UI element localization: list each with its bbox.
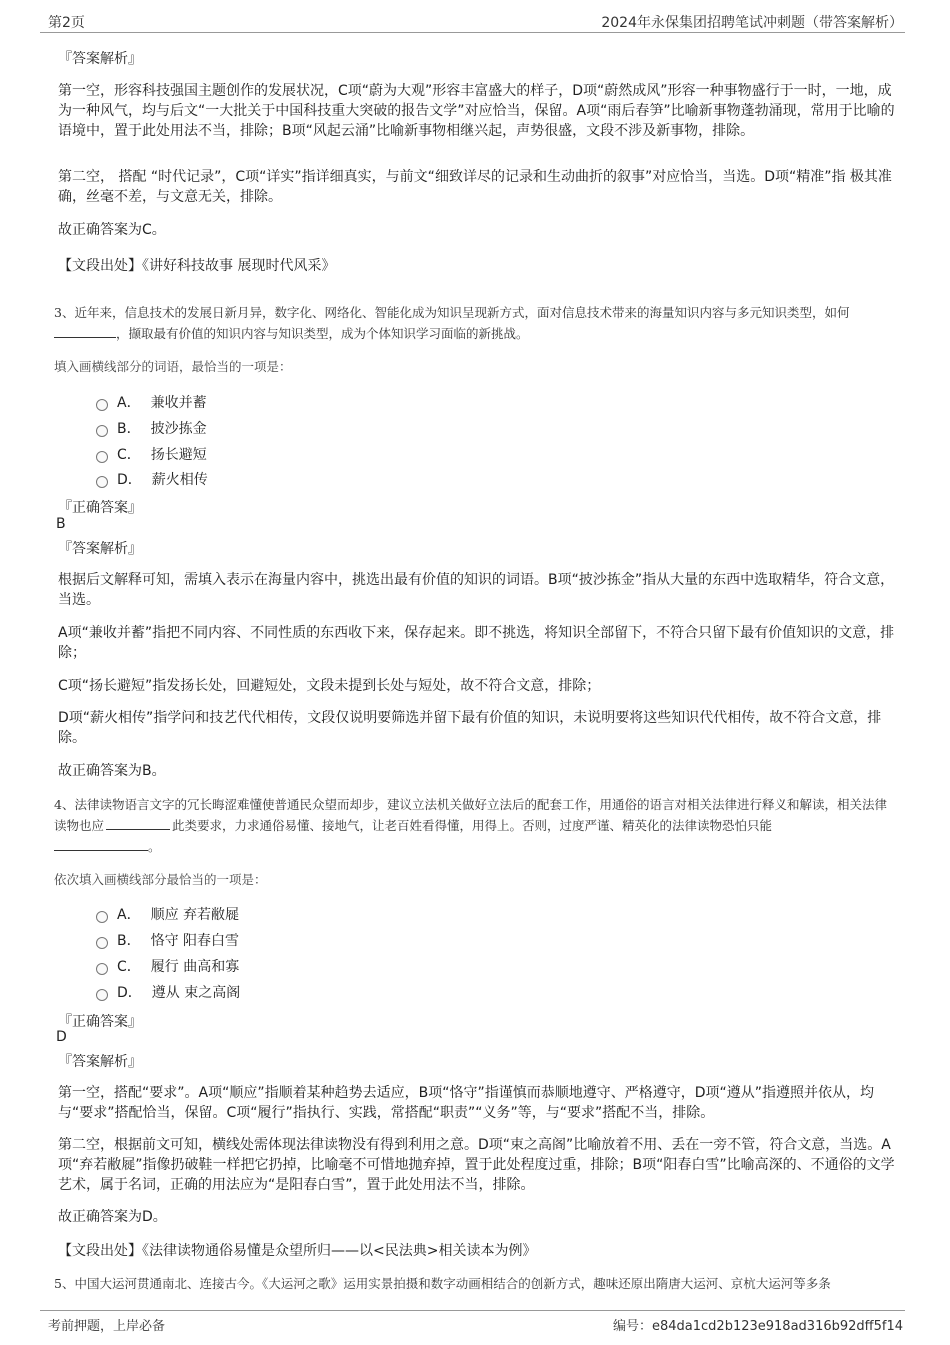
radio-button[interactable] xyxy=(96,963,108,975)
analysis-heading: 『答案解析』 xyxy=(58,51,142,67)
analysis-heading: 『答案解析』 xyxy=(58,541,142,557)
question-3-stem: 3、近年来，信息技术的发展日新月异，数字化、网络化、智能化成为知识呈现新方式，面对信息技术带来的海量知识内容与多元知识类型，如何，撷取最有价值的知识内容与知识类型，成为个体知识学习面临的新挑战。 xyxy=(54,305,850,341)
correct-answer: B xyxy=(56,516,66,532)
option-a[interactable]: A． 顺应 弃若敝屣 xyxy=(96,904,239,924)
option-a[interactable]: A． 兼收并蓄 xyxy=(96,392,207,412)
document-title: 2024年永保集团招聘笔试冲刺题（带答案解析） xyxy=(601,15,903,31)
question-4-prompt: 依次填入画横线部分最恰当的一项是： xyxy=(54,872,267,887)
question-4-stem: 4、法律读物语言文字的冗长晦涩难懂使普通民众望而却步，建议立法机关做好立法后的配套工作，用通俗的语言对相关法律进行释义和解读，相关法律读物也应 此类要求，力求通俗易懂、接地气，让老百姓看得懂，用得上。否则，过度严谨、精英化的法律读物恐怕只能 。 xyxy=(54,797,887,854)
option-c[interactable]: C． 扬长避短 xyxy=(96,444,207,464)
analysis-heading: 『答案解析』 xyxy=(58,1054,142,1070)
conclusion: 故正确答案为B。 xyxy=(58,763,166,779)
option-b[interactable]: B． 披沙拣金 xyxy=(96,418,207,438)
fill-blank xyxy=(54,325,116,338)
analysis-paragraph: C项“扬长避短”指发扬长处，回避短处，文段未提到长处与短处，故不符合文意，排除； xyxy=(58,678,601,694)
analysis-paragraph: D项“薪火相传”指学问和技艺代代相传，文段仅说明要筛选并留下最有价值的知识，未说明要将这些知识代代相传，故不符合文意，排除。 xyxy=(58,710,882,746)
radio-button[interactable] xyxy=(96,451,108,463)
page-header xyxy=(40,10,905,33)
document-code: 编号：e84da1cd2b123e918ad316b92dff5f14 xyxy=(612,1319,903,1334)
question-5-stem: 5、中国大运河贯通南北、连接古今。《大运河之歌》运用实景拍摄和数字动画相结合的创新方式，趣味还原出隋唐大运河、京杭大运河等多条 xyxy=(54,1276,831,1291)
conclusion: 故正确答案为D。 xyxy=(58,1209,167,1225)
correct-answer-heading: 『正确答案』 xyxy=(58,500,142,516)
fill-blank xyxy=(106,817,170,830)
analysis-paragraph: 第一空，搭配“要求”。A项“顺应”指顺着某种趋势去适应，B项“恪守”指谨慎而恭顺地遵守、严格遵守，D项“遵从”指遵照并依从，均与“要求”搭配恰当，保留。C项“履行”指执行、实践，常搭配“职责”“义务”等，与“要求”搭配不当，排除。 xyxy=(58,1085,874,1121)
analysis-paragraph: 根据后文解释可知，需填入表示在海量内容中，挑选出最有价值的知识的词语。B项“披沙拣金”指从大量的东西中选取精华，符合文意，当选。 xyxy=(58,572,895,608)
correct-answer-heading: 『正确答案』 xyxy=(58,1014,142,1030)
analysis-paragraph: A项“兼收并蓄”指把不同内容、不同性质的东西收下来，保存起来。即不挑选，将知识全部留下，不符合只留下最有价值知识的文意，排除； xyxy=(58,625,895,661)
analysis-paragraph: 第二空， 搭配 “时代记录”，C项“详实”指详细真实，与前文“细致详尽的记录和生动曲折的叙事”对应恰当，当选。D项“精准”指 极其准确，丝毫不差，与文意无关，排除。 xyxy=(58,169,892,205)
question-3-prompt: 填入画横线部分的词语，最恰当的一项是： xyxy=(54,359,292,374)
option-b[interactable]: B． 恪守 阳春白雪 xyxy=(96,930,239,950)
source-citation: 【文段出处】《法律读物通俗易懂是众望所归——以<民法典>相关读本为例》 xyxy=(58,1243,537,1259)
radio-button[interactable] xyxy=(96,989,108,1001)
radio-button[interactable] xyxy=(96,937,108,949)
correct-answer: D xyxy=(56,1029,67,1045)
radio-button[interactable] xyxy=(96,399,108,411)
page-footer xyxy=(40,1310,905,1335)
option-c[interactable]: C． 履行 曲高和寡 xyxy=(96,956,239,976)
conclusion: 故正确答案为C。 xyxy=(58,222,166,238)
radio-button[interactable] xyxy=(96,425,108,437)
page-number: 第2页 xyxy=(48,15,85,31)
footer-slogan: 考前押题，上岸必备 xyxy=(48,1319,166,1334)
analysis-paragraph: 第一空，形容科技强国主题创作的发展状况，C项“蔚为大观”形容丰富盛大的样子，D项“蔚然成风”形容一种事物盛行于一时，一地，成为一种风气，均与后文“一大批关于中国科技重大突破的报告文学”对应恰当，保留。A项“雨后春笋”比喻新事物蓬勃涌现，常用于比喻的语境中，置于此处用法不当，排除；B项“风起云涌”比喻新事物相继兴起，声势很盛，文段不涉及新事物，排除。 xyxy=(58,83,895,139)
radio-button[interactable] xyxy=(96,476,108,488)
option-d[interactable]: D． 薪火相传 xyxy=(96,469,208,489)
analysis-paragraph: 第二空，根据前文可知，横线处需体现法律读物没有得到利用之意。D项“束之高阁”比喻放着不用、丢在一旁不管，符合文意，当选。A项“弃若敝屣”指像扔破鞋一样把它扔掉，比喻毫不可惜地抛弃掉，置于此处程度过重，排除；B项“阳春白雪”比喻高深的、不通俗的文学艺术，属于名词，正确的用法应为“是阳春白雪”，置于此处用法不当，排除。 xyxy=(58,1137,895,1193)
source-citation: 【文段出处】《讲好科技故事 展现时代风采》 xyxy=(58,258,336,274)
option-d[interactable]: D． 遵从 束之高阁 xyxy=(96,982,240,1002)
fill-blank xyxy=(54,838,148,851)
radio-button[interactable] xyxy=(96,911,108,923)
